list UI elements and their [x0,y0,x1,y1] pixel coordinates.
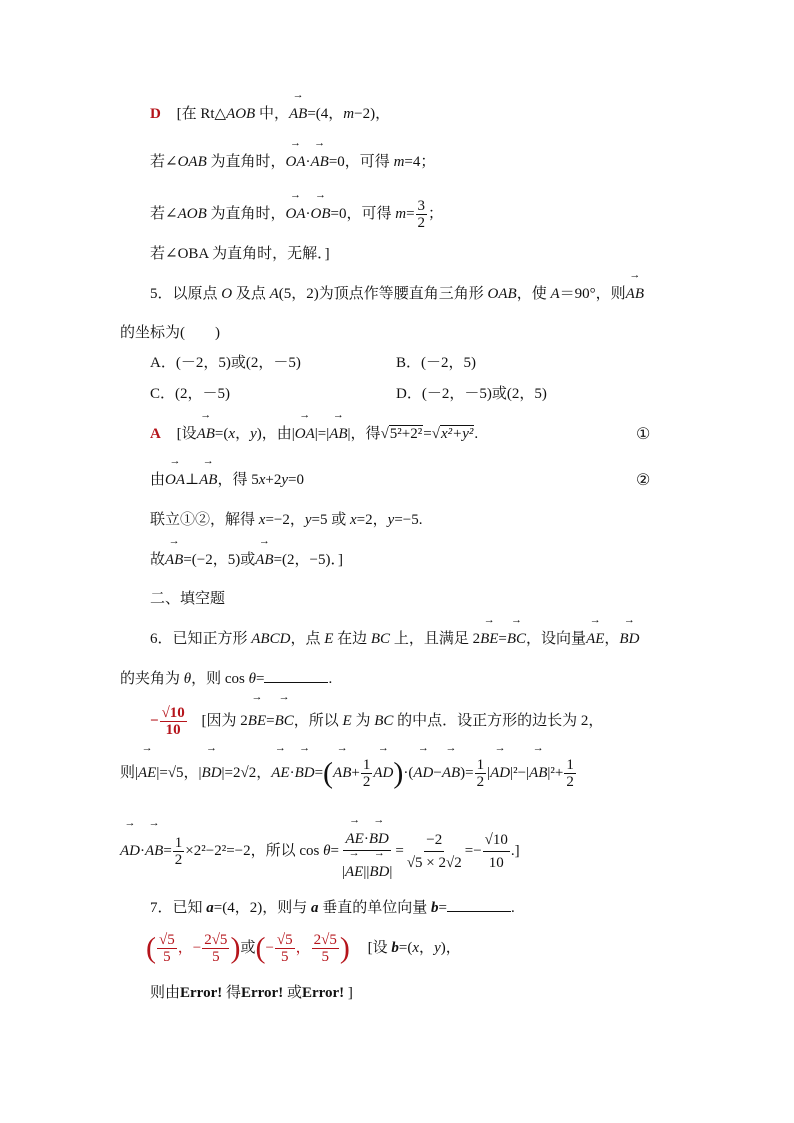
q6-stem-line2: 的夹角为 θ，则 cos θ= . [120,668,332,690]
q7-answer-blank [447,897,511,912]
q5-option-d: D．(－2，－5)或(2，5) [396,386,547,402]
q5-answer-letter: A [150,426,161,442]
q5-option-c: C．(2，－5) [150,386,230,402]
q5-solution-line3: 联立①②，解得 x=−2，y=5 或 x=2，y=−5. [150,512,423,528]
q4-answer-letter: D [150,106,161,122]
q5-solution-line4: 故→ AB=(−2，5)或→ AB=(2，−5)．] [150,549,343,571]
q7-answer-line: ( $\frac{√5}{5}$ ，− $\frac{2√5}{5}$ )或(− $\frac{√5}{5}$ ， $\frac{2√5}{5}$ ) [设 b=(x，y)， [146,931,461,966]
q6-answer-blank [264,668,328,683]
q4-answer-line4: 若∠OBA 为直角时，无解．] [150,246,330,262]
q4-answer-line2: 若∠OAB 为直角时，→ OA·→ AB=0，可得 m=4； [150,151,435,173]
fraction-three-halves: $\frac{3}{2}$ [417,198,426,231]
equation-mark-2: ② [636,472,651,489]
q6-solution-line3: → AD·→ AB= $\frac{1}{2}$ ×2²−2²=−2，所以 cos θ= → $\frac{AE\cdot\to BD}{|\to AE||\to BD|}$ = $\frac{-2}{√5 \times 2√2}$ =− $\frac{√10}{10}$ .] [120,820,520,883]
q5-stem-line2: 的坐标为( ) [120,325,220,341]
q4-answer-line1: D [在 Rt△AOB 中，→ AB=(4，m−2)， [150,103,390,125]
q6-solution-line2: 则|→ AE|=√5，|→ BD|=2√2，→ AE·→ BD=(→ AB+ $\frac{1}{2}$ → AD)·(→ AD−→ AB)= $\frac{1}{2}$ |→ AD|²−|→ AB|²+ $\frac{1}{2}$ [120,756,577,790]
q7-solution-line2: 则由Error! 得Error! 或Error! ] [150,985,353,1001]
q7-stem: 7．已知 a=(4，2)，则与 a 垂直的单位向量 b= . [150,897,515,919]
q6-answer: − $\frac{√10}{10}$ [150,705,185,739]
section-title: 二、填空题 [150,591,226,607]
q7-answer: ( $\frac{√5}{5}$ ，− $\frac{2√5}{5}$ ) [146,931,241,966]
q6-solution-line1: − $\frac{√10}{10}$ [因为 2→ BE=→ BC，所以 E 为 BC 的中点．设正方形的边长为 2， [150,705,603,738]
q6-stem-line1: 6．已知正方形 ABCD，点 E 在边 BC 上，且满足 2→ BE=→ BC，设向量→ AE，→ BD [150,628,639,650]
equation-mark-1: ① [636,426,651,443]
q5-option-a: A．(－2，5)或(2，－5) [150,355,301,371]
q5-solution-line2: 由→ OA⊥→ AB，得 5x+2y=0 [150,469,304,491]
q4-answer-line3: 若∠AOB 为直角时，→ OA·→ OB=0，可得 m= $\frac{3}{2}$ ； [150,198,443,231]
q5-option-b: B．(－2，5) [396,355,476,371]
q5-solution-line1: A [设→ AB=(x，y)，由|→ OA|=|→ AB|，得√5²+2²=√x²+y². [150,423,478,445]
q5-stem-line1: 5．以原点 O 及点 A(5，2)为顶点作等腰直角三角形 OAB，使 A＝90°，则→ AB [150,283,644,305]
